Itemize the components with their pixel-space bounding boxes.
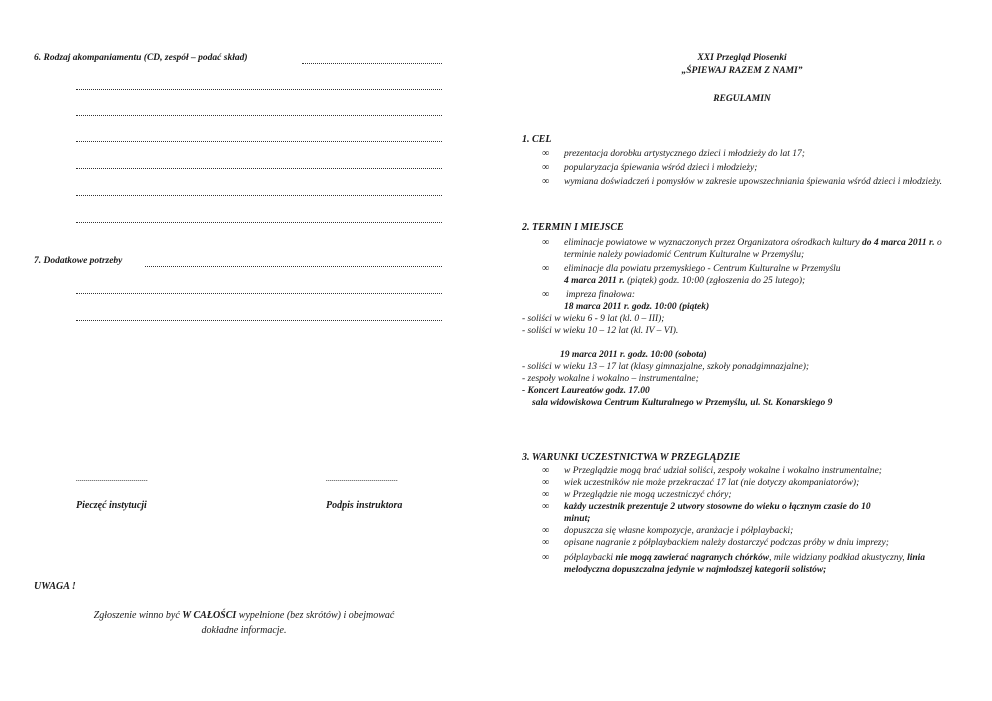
concert-line: - Koncert Laureatów godz. 17.00 bbox=[522, 386, 650, 396]
list-item-text bbox=[564, 552, 962, 576]
category-line: - soliści w wieku 13 – 17 lat (klasy gimnazjalne, szkoły ponadgimnazjalne); bbox=[522, 362, 810, 372]
final-date-1: 18 marca 2011 r. godz. 10:00 (piątek) bbox=[564, 302, 710, 312]
text-part: o terminie należy powiadomić Centrum Kulturalne w Przemyślu; bbox=[564, 238, 942, 260]
list-item-text: prezentacja dorobku artystycznego dzieci i młodzieży do lat 17; bbox=[564, 149, 805, 159]
infinity-bullet-icon: ∞ bbox=[542, 289, 550, 300]
text-bold: linia melodyczna dopuszczalna jedynie w najmłodszej kategorii solistów; bbox=[564, 553, 926, 575]
list-item bbox=[522, 525, 962, 537]
list-item bbox=[522, 537, 962, 549]
infinity-bullet-icon: ∞ bbox=[542, 552, 550, 563]
list-item-text: wymiana doświadczeń i pomysłów w zakresie upowszechniania śpiewania wśród dzieci i młodzieży. bbox=[564, 177, 943, 187]
infinity-bullet-icon: ∞ bbox=[542, 537, 550, 548]
doc-subtitle: „ŚPIEWAJ RAZEM Z NAMI” bbox=[681, 66, 803, 76]
list-item bbox=[522, 289, 962, 301]
text-bold: do 4 marca 2011 r. bbox=[862, 238, 935, 248]
category-line: - zespoły wokalne i wokalno – instrumentalne; bbox=[522, 374, 699, 384]
answer-line bbox=[76, 141, 442, 142]
note-line-2: dokładne informacje. bbox=[201, 625, 287, 636]
section-2-list bbox=[522, 237, 962, 409]
list-item-text bbox=[564, 263, 962, 287]
answer-line bbox=[76, 293, 442, 294]
section-3-heading: 3. WARUNKI UCZESTNICTWA W PRZEGLĄDZIE bbox=[522, 452, 741, 463]
section-1-heading: 1. CEL bbox=[522, 134, 552, 145]
list-item bbox=[522, 237, 962, 261]
text-part: (piątek) godz. 10:00 (zgłoszenia do 25 lutego); bbox=[624, 276, 806, 286]
infinity-bullet-icon: ∞ bbox=[542, 237, 550, 248]
infinity-bullet-icon: ∞ bbox=[542, 465, 550, 476]
infinity-bullet-icon: ∞ bbox=[542, 477, 550, 488]
answer-line bbox=[76, 195, 442, 196]
infinity-bullet-icon: ∞ bbox=[542, 162, 550, 173]
note-text: wypełnione (bez skrótów) i obejmować bbox=[236, 610, 395, 621]
text-bold: 4 marca 2011 r. bbox=[564, 276, 625, 286]
section-1-list bbox=[522, 148, 962, 188]
answer-line bbox=[76, 168, 442, 169]
stamp-label: Pieczęć instytucji bbox=[76, 500, 147, 511]
category-line: - soliści w wieku 10 – 12 lat (kl. IV – VI). bbox=[522, 326, 679, 336]
section-2-heading: 2. TERMIN I MIEJSCE bbox=[522, 222, 624, 233]
note-text: Zgłoszenie winno być bbox=[93, 610, 183, 621]
category-line: - soliści w wieku 6 - 9 lat (kl. 0 – III); bbox=[522, 314, 665, 324]
uwaga-heading: UWAGA ! bbox=[34, 581, 76, 592]
question-6 bbox=[34, 53, 248, 63]
list-item-text: impreza finałowa: bbox=[566, 290, 636, 300]
list-item bbox=[522, 148, 962, 160]
stamp-dots: .................................... bbox=[76, 474, 148, 483]
list-item bbox=[522, 465, 962, 477]
note-line-1 bbox=[34, 610, 454, 621]
list-item bbox=[522, 501, 962, 525]
list-item-text: każdy uczestnik prezentuje 2 utwory stosowne do wieku o łącznym czasie do 10 minut; bbox=[564, 502, 871, 524]
text-part: , mile widziany podkład akustyczny, bbox=[769, 553, 908, 563]
venue-line: sala widowiskowa Centrum Kulturalnego w Przemyślu, ul. St. Konarskiego 9 bbox=[532, 398, 833, 408]
list-item bbox=[522, 552, 962, 576]
list-item bbox=[522, 162, 962, 174]
text-part: półplaybacki bbox=[564, 553, 616, 563]
list-item bbox=[522, 263, 962, 287]
text-bold: nie mogą zawierać nagranych chórków bbox=[615, 553, 770, 563]
answer-line bbox=[76, 320, 442, 321]
infinity-bullet-icon: ∞ bbox=[542, 263, 550, 274]
text-part: eliminacje powiatowe w wyznaczonych przez Organizatora ośrodkach kultury bbox=[564, 238, 862, 248]
list-item-text: popularyzacja śpiewania wśród dzieci i młodzieży; bbox=[564, 163, 758, 173]
infinity-bullet-icon: ∞ bbox=[542, 525, 550, 536]
infinity-bullet-icon: ∞ bbox=[542, 176, 550, 187]
list-item-text: w Przeglądzie nie mogą uczestniczyć chóry; bbox=[564, 490, 732, 500]
note-emphasis: W CAŁOŚCI bbox=[182, 610, 237, 621]
doc-heading: REGULAMIN bbox=[713, 94, 771, 104]
list-item-text: w Przeglądzie mogą brać udział soliści, zespoły wokalne i wokalno instrumentalne; bbox=[564, 466, 882, 476]
signature-label: Podpis instruktora bbox=[326, 500, 403, 511]
answer-line bbox=[76, 89, 442, 90]
question-7 bbox=[34, 256, 122, 266]
text-part: eliminacje dla powiatu przemyskiego - Centrum Kulturalne w Przemyślu bbox=[564, 264, 841, 274]
question-6-label: 6. Rodzaj akompaniamentu (CD, zespół – podać skład) bbox=[34, 53, 248, 63]
answer-line bbox=[302, 63, 442, 64]
question-7-label: 7. Dodatkowe potrzeby bbox=[34, 256, 123, 266]
answer-line bbox=[145, 266, 442, 267]
list-item-text bbox=[564, 237, 962, 261]
list-item-text: wiek uczestników nie może przekraczać 17 lat (nie dotyczy akompaniatorów); bbox=[564, 478, 860, 488]
list-item bbox=[522, 176, 962, 188]
signature-dots: .................................... bbox=[326, 474, 398, 483]
infinity-bullet-icon: ∞ bbox=[542, 148, 550, 159]
infinity-bullet-icon: ∞ bbox=[542, 501, 550, 512]
section-3-list bbox=[522, 465, 962, 576]
answer-line bbox=[76, 115, 442, 116]
infinity-bullet-icon: ∞ bbox=[542, 489, 550, 500]
list-item-text: dopuszcza się własne kompozycje, aranżacje i półplaybacki; bbox=[564, 526, 794, 536]
list-item bbox=[522, 477, 962, 489]
list-item bbox=[522, 489, 962, 501]
final-date-2: 19 marca 2011 r. godz. 10:00 (sobota) bbox=[560, 350, 707, 360]
list-item-text: opisane nagranie z półplaybackiem należy dostarczyć podczas próby w dniu imprezy; bbox=[564, 538, 889, 548]
doc-title: XXI Przegląd Piosenki bbox=[697, 53, 787, 63]
answer-line bbox=[76, 222, 442, 223]
